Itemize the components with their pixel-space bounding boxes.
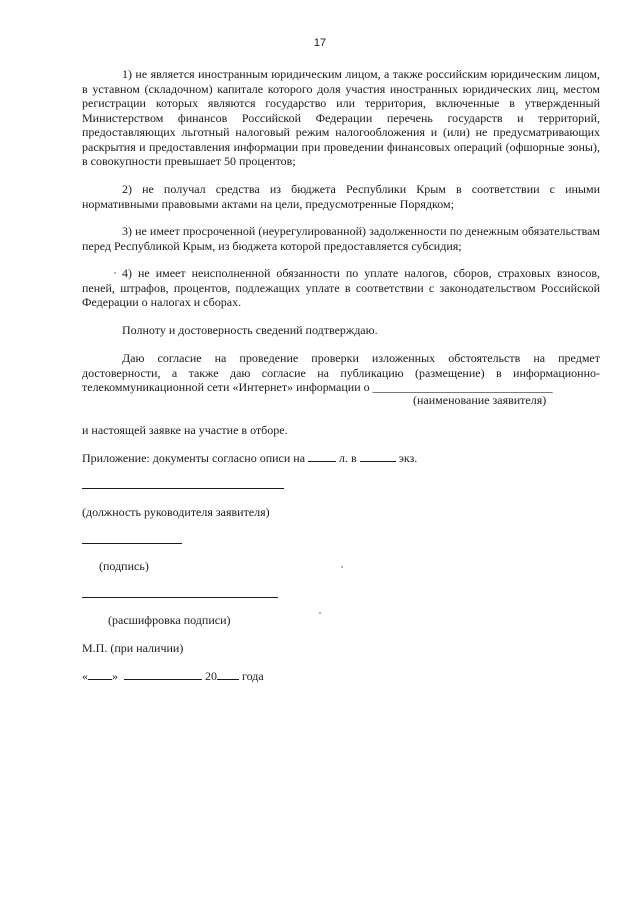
signature-decoding-field-line[interactable] xyxy=(82,597,278,598)
paragraph-condition-3: 3) не имеет просроченной (неурегулированной) задолженности по денежным обязательствам перед Республикой Крым, из бюджета которой предоставляется субсидия; xyxy=(82,224,600,253)
attachment-suffix: экз. xyxy=(398,451,418,465)
attachment-line xyxy=(82,450,417,466)
stamp-note: М.П. (при наличии) xyxy=(82,641,184,655)
position-field-line[interactable] xyxy=(82,488,284,489)
scan-speck xyxy=(319,612,321,614)
caption-signature: (подпись) xyxy=(99,559,149,573)
caption-applicant-name: (наименование заявителя) xyxy=(413,393,547,407)
line-application-note: и настоящей заявке на участие в отборе. xyxy=(82,423,288,437)
scan-speck xyxy=(341,566,343,568)
paragraph-condition-2: 2) не получал средства из бюджета Республики Крым в соответствии с иными нормативными правовыми актами на цели, предусмотренные Порядком; xyxy=(82,182,600,211)
date-open-quote: « xyxy=(82,669,88,683)
day-field[interactable] xyxy=(88,668,112,680)
month-field[interactable] xyxy=(124,668,202,680)
signature-field-line[interactable] xyxy=(82,543,182,544)
paragraph-confirmation: Полноту и достоверность сведений подтверждаю. xyxy=(122,323,378,337)
page-number: 17 xyxy=(313,37,327,49)
date-suffix: года xyxy=(242,669,264,683)
caption-signature-decoding: (расшифровка подписи) xyxy=(108,613,231,627)
date-close-quote: » xyxy=(112,669,118,683)
caption-position: (должность руководителя заявителя) xyxy=(82,505,270,519)
attachment-prefix: Приложение: документы согласно описи на xyxy=(82,451,306,465)
date-line xyxy=(82,668,264,684)
year-field[interactable] xyxy=(217,668,239,680)
year-prefix: 20 xyxy=(205,669,217,683)
paragraph-consent: Даю согласие на проведение проверки изложенных обстоятельств на предмет достоверности, а также даю согласие на публикацию (размещение) в информационно-телекоммуникационной сети «Интернет» информации о ______________________________ xyxy=(82,351,600,394)
attachment-mid: л. в xyxy=(339,451,357,465)
scan-speck xyxy=(114,272,116,274)
sheets-count-field[interactable] xyxy=(308,450,336,462)
paragraph-condition-1: 1) не является иностранным юридическим лицом, а также российским юридическим лицом, в уставном (складочном) капитале которого доля участия иностранных юридических лиц, местом регистрации которых являются государство или территория, включенные в утвержденный Министерством финансов Российской Федерации перечень государств и территорий, предоставляющих льготный налоговый режим налогообложения и (или) не предусматривающих раскрытия и предоставления информации при проведении финансовых операций (офшорные зоны), в совокупности превышает 50 процентов; xyxy=(82,67,600,168)
paragraph-condition-4: 4) не имеет неисполненной обязанности по уплате налогов, сборов, страховых взносов, пеней, штрафов, процентов, подлежащих уплате в соответствии с законодательством Российской Федерации о налогах и сборах. xyxy=(82,266,600,309)
copies-count-field[interactable] xyxy=(360,450,396,462)
